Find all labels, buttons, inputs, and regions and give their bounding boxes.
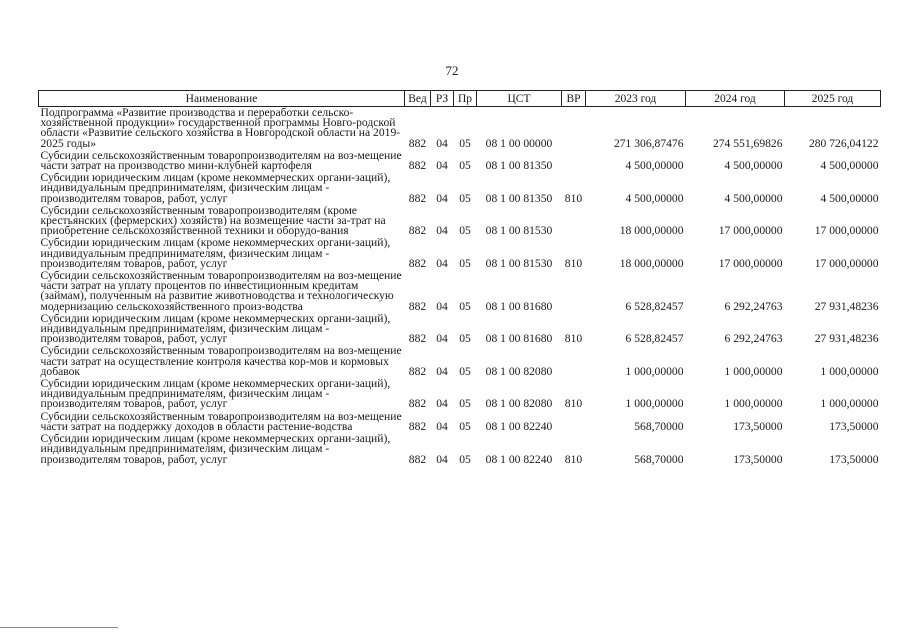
- row-rz: 04: [436, 136, 448, 150]
- row-value-2023: 4 500,00000: [625, 191, 684, 205]
- row-name: Субсидии сельскохозяйственным товаропроизводителям на воз-мещение части затрат на осуществление контроля качества кор-мов и кормовых добавок: [40, 344, 402, 378]
- row-cst: 08 1 00 82240: [485, 452, 553, 466]
- row-rz: 04: [436, 299, 448, 313]
- table-row: [39, 270, 881, 313]
- row-cst: 08 1 00 81350: [485, 191, 553, 205]
- row-cst: 08 1 00 82080: [485, 364, 553, 378]
- row-value-2023: 18 000,00000: [619, 224, 684, 238]
- row-rz: 04: [436, 364, 448, 378]
- row-pr: 05: [459, 397, 471, 411]
- header-cst: ЦСТ: [477, 91, 562, 107]
- row-pr: 05: [459, 364, 471, 378]
- header-rz: РЗ: [431, 91, 454, 107]
- row-vr: 810: [564, 332, 583, 346]
- row-ved: 882: [408, 136, 427, 150]
- header-2025: 2025 год: [785, 91, 881, 107]
- row-rz: 04: [436, 332, 448, 346]
- table-row: [39, 237, 881, 270]
- row-pr: 05: [459, 419, 471, 433]
- row-value-2024: 274 551,69826: [712, 136, 783, 150]
- row-ved: 882: [408, 419, 427, 433]
- row-name: Субсидии юридическим лицам (кроме некоммерческих органи-заций), индивидуальным предпринимателям, физическим лицам - производителям товаров, работ, услуг: [40, 377, 391, 411]
- row-value-2025: 27 931,48236: [814, 332, 879, 346]
- row-cst: 08 1 00 81530: [485, 224, 553, 238]
- row-vr: 810: [564, 191, 583, 205]
- row-value-2025: 27 931,48236: [814, 299, 879, 313]
- row-pr: 05: [459, 136, 471, 150]
- header-vr: ВР: [562, 91, 586, 107]
- row-name: Субсидии юридическим лицам (кроме некоммерческих органи-заций), индивидуальным предпринимателям, физическим лицам - производителям товаров, работ, услуг: [40, 311, 391, 346]
- row-cst: 08 1 00 81350: [485, 159, 553, 173]
- row-cst: 08 1 00 00000: [485, 136, 553, 150]
- table-row: [39, 345, 881, 378]
- row-value-2024: 1 000,00000: [724, 364, 783, 378]
- table-row: [39, 411, 881, 433]
- row-name: Субсидии сельскохозяйственным товаропроизводителям (кроме крестьянских (фермерских) хозяйств) на возмещение части за-трат на приобретение сельскохозяйственной техники и оборудо-вания: [40, 203, 386, 238]
- row-ved: 882: [408, 159, 427, 173]
- row-cst: 08 1 00 82080: [485, 397, 553, 411]
- row-value-2023: 568,70000: [634, 419, 684, 433]
- row-value-2024: 17 000,00000: [718, 256, 783, 270]
- row-value-2024: 17 000,00000: [718, 224, 783, 238]
- table-header-row: [39, 91, 881, 107]
- header-name: Наименование: [39, 91, 405, 107]
- row-value-2024: 4 500,00000: [724, 159, 783, 173]
- row-value-2025: 17 000,00000: [814, 224, 879, 238]
- row-name: Субсидии сельскохозяйственным товаропроизводителям на воз-мещение части затрат на уплату процентов по инвестиционным кредитам (займам), полученным на развитие животноводства и технологическую модернизацию сельскохозяйственного произ-водства: [40, 269, 402, 313]
- row-pr: 05: [459, 159, 471, 173]
- row-pr: 05: [459, 452, 471, 466]
- row-value-2023: 4 500,00000: [625, 159, 684, 173]
- row-name: Субсидии юридическим лицам (кроме некоммерческих органи-заций), индивидуальным предпринимателям, физическим лицам - производителям товаров, работ, услуг: [40, 171, 391, 205]
- row-value-2023: 271 306,87476: [613, 136, 684, 150]
- row-ved: 882: [408, 224, 427, 238]
- row-vr: [562, 270, 586, 313]
- row-ved: 882: [408, 191, 427, 205]
- row-rz: 04: [436, 191, 448, 205]
- row-name: Субсидии юридическим лицам (кроме некоммерческих органи-заций), индивидуальным предпринимателям, физическим лицам - производителям товаров, работ, услуг: [40, 432, 391, 466]
- row-cst: 08 1 00 81530: [485, 256, 553, 270]
- row-name: Субсидии сельскохозяйственным товаропроизводителям на воз-мещение части затрат на производство мини-клубней картофеля: [40, 148, 402, 173]
- table-row: [39, 107, 881, 150]
- footer-divider: [0, 627, 118, 628]
- row-name: Субсидии юридическим лицам (кроме некоммерческих органи-заций), индивидуальным предпринимателям, физическим лицам - производителям товаров, работ, услуг: [40, 236, 391, 270]
- row-vr: [562, 345, 586, 378]
- row-value-2024: 6 292,24763: [724, 299, 783, 313]
- row-cst: 08 1 00 81680: [485, 299, 553, 313]
- table-row: [39, 378, 881, 411]
- row-ved: 882: [408, 452, 427, 466]
- row-pr: 05: [459, 332, 471, 346]
- header-ved: Вед: [405, 91, 431, 107]
- budget-table: [38, 90, 881, 466]
- row-value-2025: 173,50000: [829, 419, 879, 433]
- row-value-2023: 1 000,00000: [625, 397, 684, 411]
- row-vr: [562, 411, 586, 433]
- row-rz: 04: [436, 397, 448, 411]
- row-ved: 882: [408, 364, 427, 378]
- row-rz: 04: [436, 419, 448, 433]
- row-vr: [562, 107, 586, 150]
- row-value-2025: 4 500,00000: [820, 159, 879, 173]
- row-value-2023: 18 000,00000: [619, 256, 684, 270]
- row-value-2025: 1 000,00000: [820, 397, 879, 411]
- row-name: Субсидии сельскохозяйственным товаропроизводителям на воз-мещение части затрат на поддержку доходов в области растение-водства: [40, 409, 402, 433]
- row-value-2025: 173,50000: [829, 452, 879, 466]
- table-row: [39, 150, 881, 172]
- row-value-2023: 1 000,00000: [625, 364, 684, 378]
- header-2023: 2023 год: [586, 91, 686, 107]
- row-rz: 04: [436, 159, 448, 173]
- table-row: [39, 433, 881, 466]
- row-ved: 882: [408, 256, 427, 270]
- header-2024: 2024 год: [686, 91, 785, 107]
- row-vr: 810: [564, 452, 583, 466]
- table-row: [39, 313, 881, 346]
- row-rz: 04: [436, 452, 448, 466]
- row-vr: 810: [564, 256, 583, 270]
- page-number: 72: [445, 63, 459, 78]
- row-pr: 05: [459, 224, 471, 238]
- row-ved: 882: [408, 332, 427, 346]
- row-value-2023: 6 528,82457: [625, 332, 684, 346]
- row-cst: 08 1 00 82240: [485, 419, 553, 433]
- row-ved: 882: [408, 299, 427, 313]
- row-value-2023: 6 528,82457: [625, 299, 684, 313]
- row-value-2025: 280 726,04122: [808, 136, 879, 150]
- row-value-2023: 568,70000: [634, 452, 684, 466]
- table-row: [39, 172, 881, 205]
- row-pr: 05: [459, 191, 471, 205]
- row-cst: 08 1 00 81680: [485, 332, 553, 346]
- row-value-2024: 6 292,24763: [724, 332, 783, 346]
- row-vr: 810: [564, 397, 583, 411]
- row-pr: 05: [459, 256, 471, 270]
- row-pr: 05: [459, 299, 471, 313]
- row-ved: 882: [408, 397, 427, 411]
- row-value-2024: 173,50000: [733, 452, 783, 466]
- row-value-2024: 1 000,00000: [724, 397, 783, 411]
- row-rz: 04: [436, 256, 448, 270]
- row-rz: 04: [436, 224, 448, 238]
- row-value-2025: 4 500,00000: [820, 191, 879, 205]
- row-value-2025: 17 000,00000: [814, 256, 879, 270]
- row-value-2024: 4 500,00000: [724, 191, 783, 205]
- row-vr: [562, 150, 586, 172]
- row-name: Подпрограмма «Развитие производства и переработки сельско-хозяйственной продукции» государственной программы Новго-родской области «Развитие сельского хозяйства в Новгородской области на 2019-2025 годы»: [40, 106, 401, 150]
- row-value-2025: 1 000,00000: [820, 364, 879, 378]
- row-vr: [562, 205, 586, 238]
- header-pr: Пр: [454, 91, 477, 107]
- row-value-2024: 173,50000: [733, 419, 783, 433]
- table-row: [39, 205, 881, 238]
